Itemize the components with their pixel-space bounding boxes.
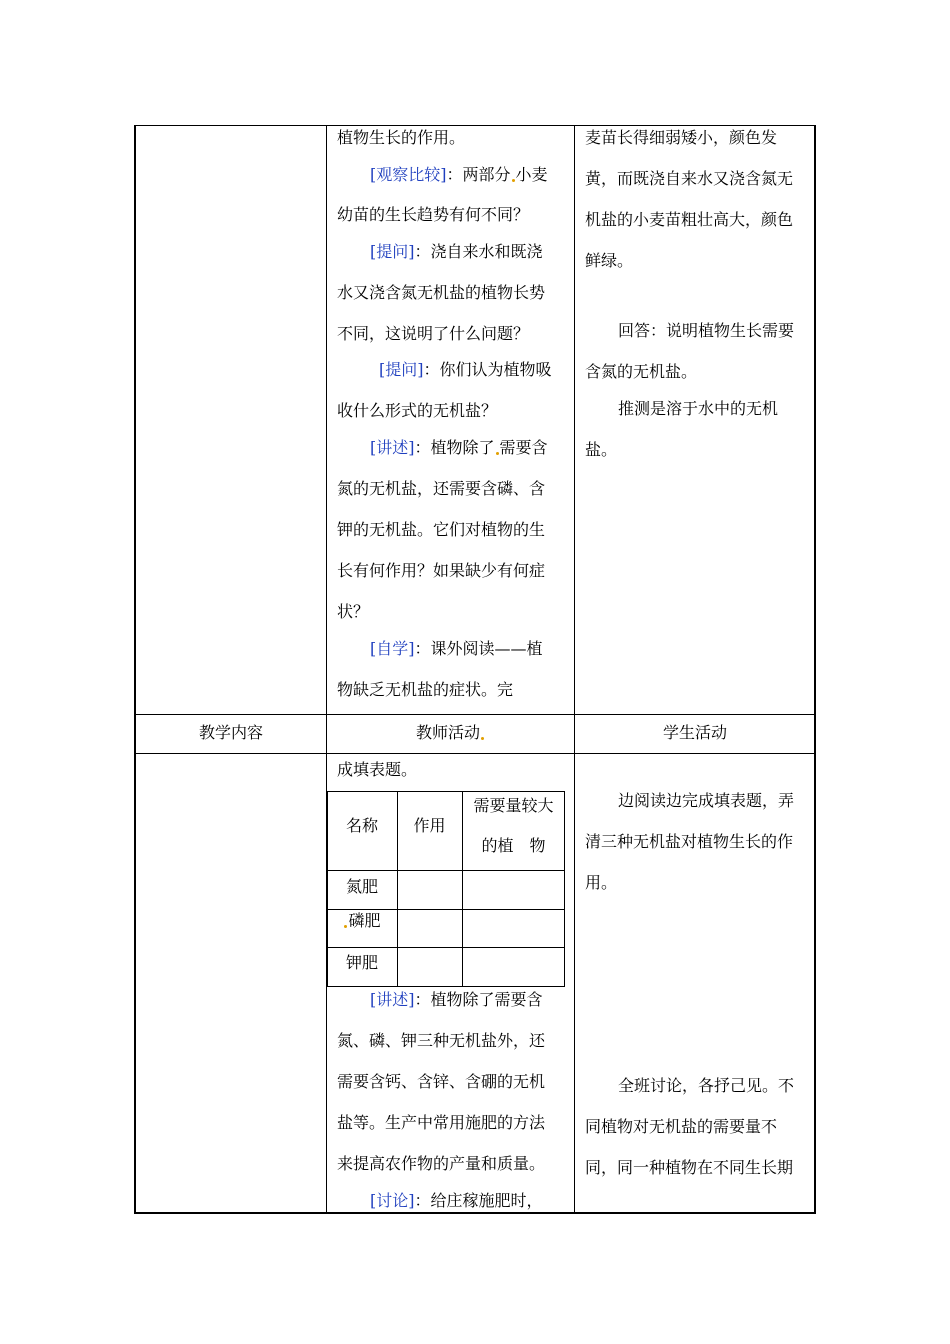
text-line: 成填表题。 <box>337 760 418 779</box>
column-header-content: 教学内容 <box>198 723 263 742</box>
column-divider-1 <box>326 125 327 1214</box>
text-span: ：你们认为植物吸 <box>423 360 552 379</box>
text-span: ：课外阅读——植 <box>414 639 543 658</box>
self-study-tag: [自学] <box>370 639 415 658</box>
marker-dot <box>512 179 515 182</box>
text-line: 盐。 <box>585 440 618 459</box>
text-span: 需要含 <box>499 438 548 457</box>
text-line: 物缺乏无机盐的症状。完 <box>337 680 514 699</box>
lecture-tag: [讲述] <box>370 990 415 1009</box>
text-line: 清三种无机盐对植物生长的作 <box>585 832 794 851</box>
text-line: 长有何作用？如果缺少有何症 <box>337 561 546 580</box>
table-divider <box>327 947 565 948</box>
text-line: 同植物对无机盐的需要量不 <box>585 1117 778 1136</box>
question-tag: [提问] <box>379 360 424 379</box>
text-line <box>370 979 543 1020</box>
text-line <box>370 628 543 669</box>
text-line: 收什么形式的无机盐？ <box>337 401 498 420</box>
marker-dot <box>481 737 484 740</box>
text-line <box>370 1180 543 1221</box>
table-cell-phosphorus <box>327 908 397 931</box>
table-header-name: 名称 <box>345 816 378 835</box>
text-line <box>370 231 543 272</box>
text-line: 植物生长的作用。 <box>337 128 466 147</box>
text-line: 黄，而既浇自来水又浇含氮无 <box>585 169 794 188</box>
lecture-tag: [讲述] <box>370 438 415 457</box>
text-line: 同，同一种植物在不同生长期 <box>585 1158 794 1177</box>
table-divider <box>327 870 565 871</box>
column-header-teacher <box>327 714 574 752</box>
text-line: 推测是溶于水中的无机 <box>618 399 779 418</box>
text-line: 边阅读边完成填表题，弄 <box>618 791 795 810</box>
text-line: 水又浇含氮无机盐的植物长势 <box>337 283 546 302</box>
header-text: 教师活动 <box>415 723 480 742</box>
text-span: 小麦 <box>515 165 548 184</box>
text-line <box>370 427 548 468</box>
text-line: 鲜绿。 <box>585 251 634 270</box>
text-span: ：植物除了需要含 <box>414 990 543 1009</box>
text-line <box>370 154 548 195</box>
text-line <box>379 349 552 390</box>
discussion-tag: [讨论] <box>370 1191 415 1210</box>
observe-tag: [观察比较] <box>370 165 447 184</box>
text-line: 全班讨论，各抒己见。不 <box>618 1076 795 1095</box>
text-span: ：两部分 <box>446 165 511 184</box>
text-span: 磷肥 <box>348 911 381 930</box>
text-line: 盐等。生产中常用施肥的方法 <box>337 1113 546 1132</box>
text-line: 不同，这说明了什么问题？ <box>337 324 530 343</box>
text-span: ：给庄稼施肥时， <box>414 1191 543 1210</box>
text-line: 幼苗的生长趋势有何不同？ <box>337 205 530 224</box>
column-header-student: 学生活动 <box>662 723 727 742</box>
table-cell-potassium: 钾肥 <box>345 953 378 972</box>
text-line: 含氮的无机盐。 <box>585 362 698 381</box>
text-span: ：植物除了 <box>414 438 495 457</box>
text-line: 来提高农作物的产量和质量。 <box>337 1154 546 1173</box>
marker-dot <box>496 452 499 455</box>
text-line: 氮的无机盐，还需要含磷、含 <box>337 479 546 498</box>
header-row-bottom-border <box>134 753 816 754</box>
text-line: 钾的无机盐。它们对植物的生 <box>337 520 546 539</box>
question-tag: [提问] <box>370 242 415 261</box>
text-line: 需要含钙、含锌、含硼的无机 <box>337 1072 546 1091</box>
table-header-function: 作用 <box>413 816 446 835</box>
column-divider-2 <box>574 125 575 1214</box>
fertilizer-table <box>327 791 565 987</box>
text-span: ：浇自来水和既浇 <box>414 242 543 261</box>
text-line: 状？ <box>337 602 370 621</box>
text-line: 氮、磷、钾三种无机盐外，还 <box>337 1031 546 1050</box>
table-header-demand: 的植 物 <box>481 836 546 855</box>
text-line: 机盐的小麦苗粗壮高大，颜色 <box>585 210 794 229</box>
table-header-demand: 需要量较大 <box>473 796 554 815</box>
text-line: 麦苗长得细弱矮小，颜色发 <box>585 128 778 147</box>
text-line: 回答：说明植物生长需要 <box>618 321 795 340</box>
table-cell-nitrogen: 氮肥 <box>345 877 378 896</box>
text-line: 用。 <box>585 873 618 892</box>
table-divider <box>462 791 463 987</box>
